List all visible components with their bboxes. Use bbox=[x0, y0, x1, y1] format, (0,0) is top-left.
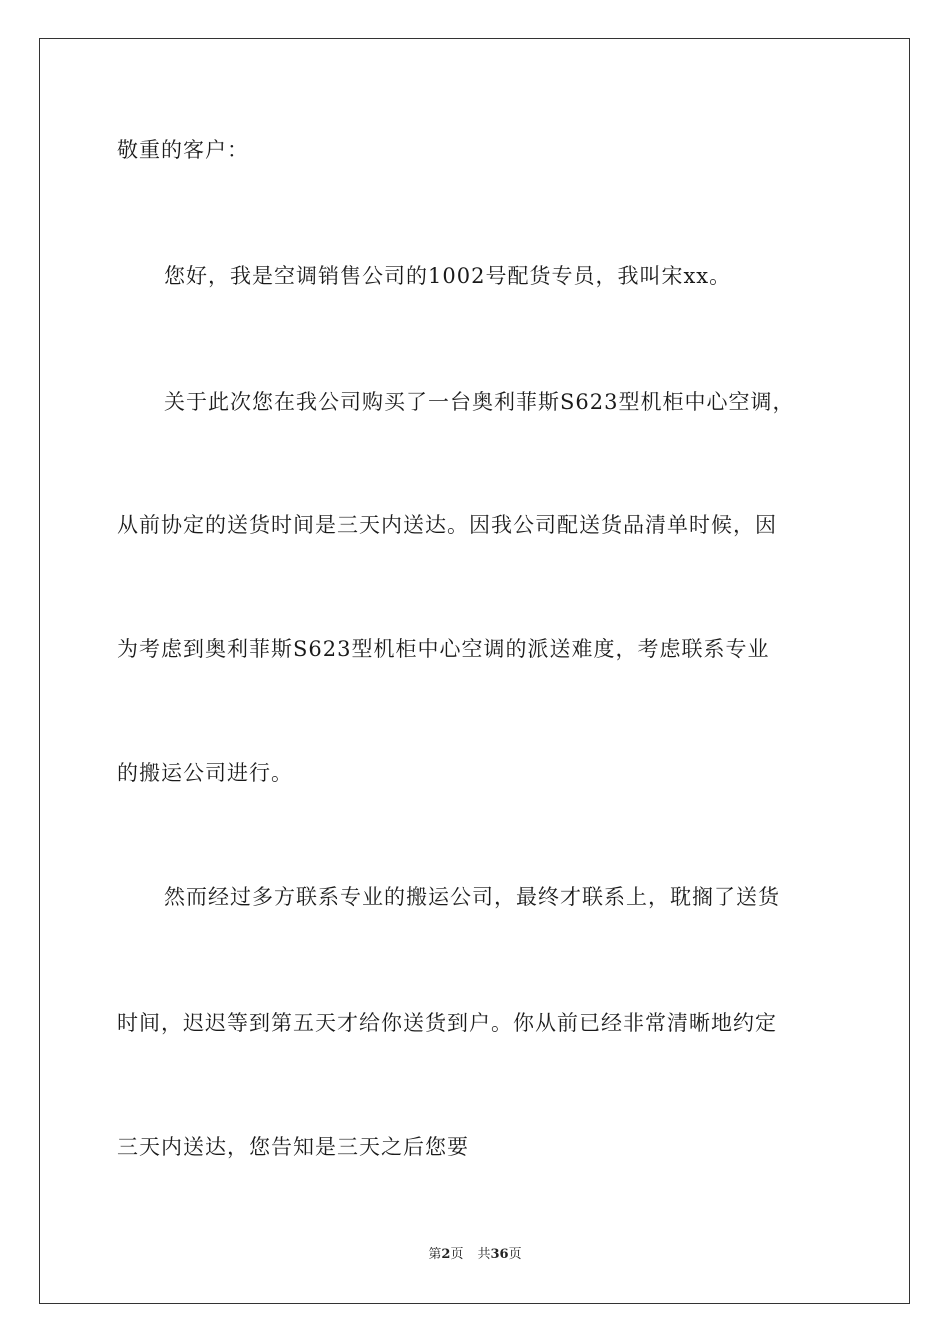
page-prefix: 第 bbox=[428, 1247, 442, 1262]
total-prefix: 共 bbox=[477, 1247, 491, 1262]
page-number: 2 bbox=[441, 1247, 451, 1262]
total-pages: 36 bbox=[490, 1247, 509, 1262]
page-footer bbox=[0, 1246, 950, 1264]
paragraph-line: 的搬运公司进行。 bbox=[117, 761, 293, 785]
paragraph-line: 从前协定的送货时间是三天内送达。因我公司配送货品清单时候，因 bbox=[117, 513, 777, 537]
total-suffix: 页 bbox=[508, 1247, 522, 1262]
paragraph-line: 然而经过多方联系专业的搬运公司，最终才联系上，耽搁了送货 bbox=[164, 885, 780, 909]
paragraph-line: 三天内送达，您告知是三天之后您要 bbox=[117, 1135, 469, 1159]
paragraph-line: 关于此次您在我公司购买了一台奥利菲斯S623型机柜中心空调， bbox=[164, 390, 795, 414]
salutation: 敬重的客户： bbox=[117, 138, 249, 162]
page-suffix: 页 bbox=[450, 1247, 464, 1262]
paragraph-line: 为考虑到奥利菲斯S623型机柜中心空调的派送难度，考虑联系专业 bbox=[117, 637, 770, 661]
paragraph-line: 您好，我是空调销售公司的1002号配货专员，我叫宋xx。 bbox=[164, 264, 732, 288]
page-border bbox=[39, 38, 910, 1304]
paragraph-line: 时间，迟迟等到第五天才给你送货到户。你从前已经非常清晰地约定 bbox=[117, 1011, 777, 1035]
